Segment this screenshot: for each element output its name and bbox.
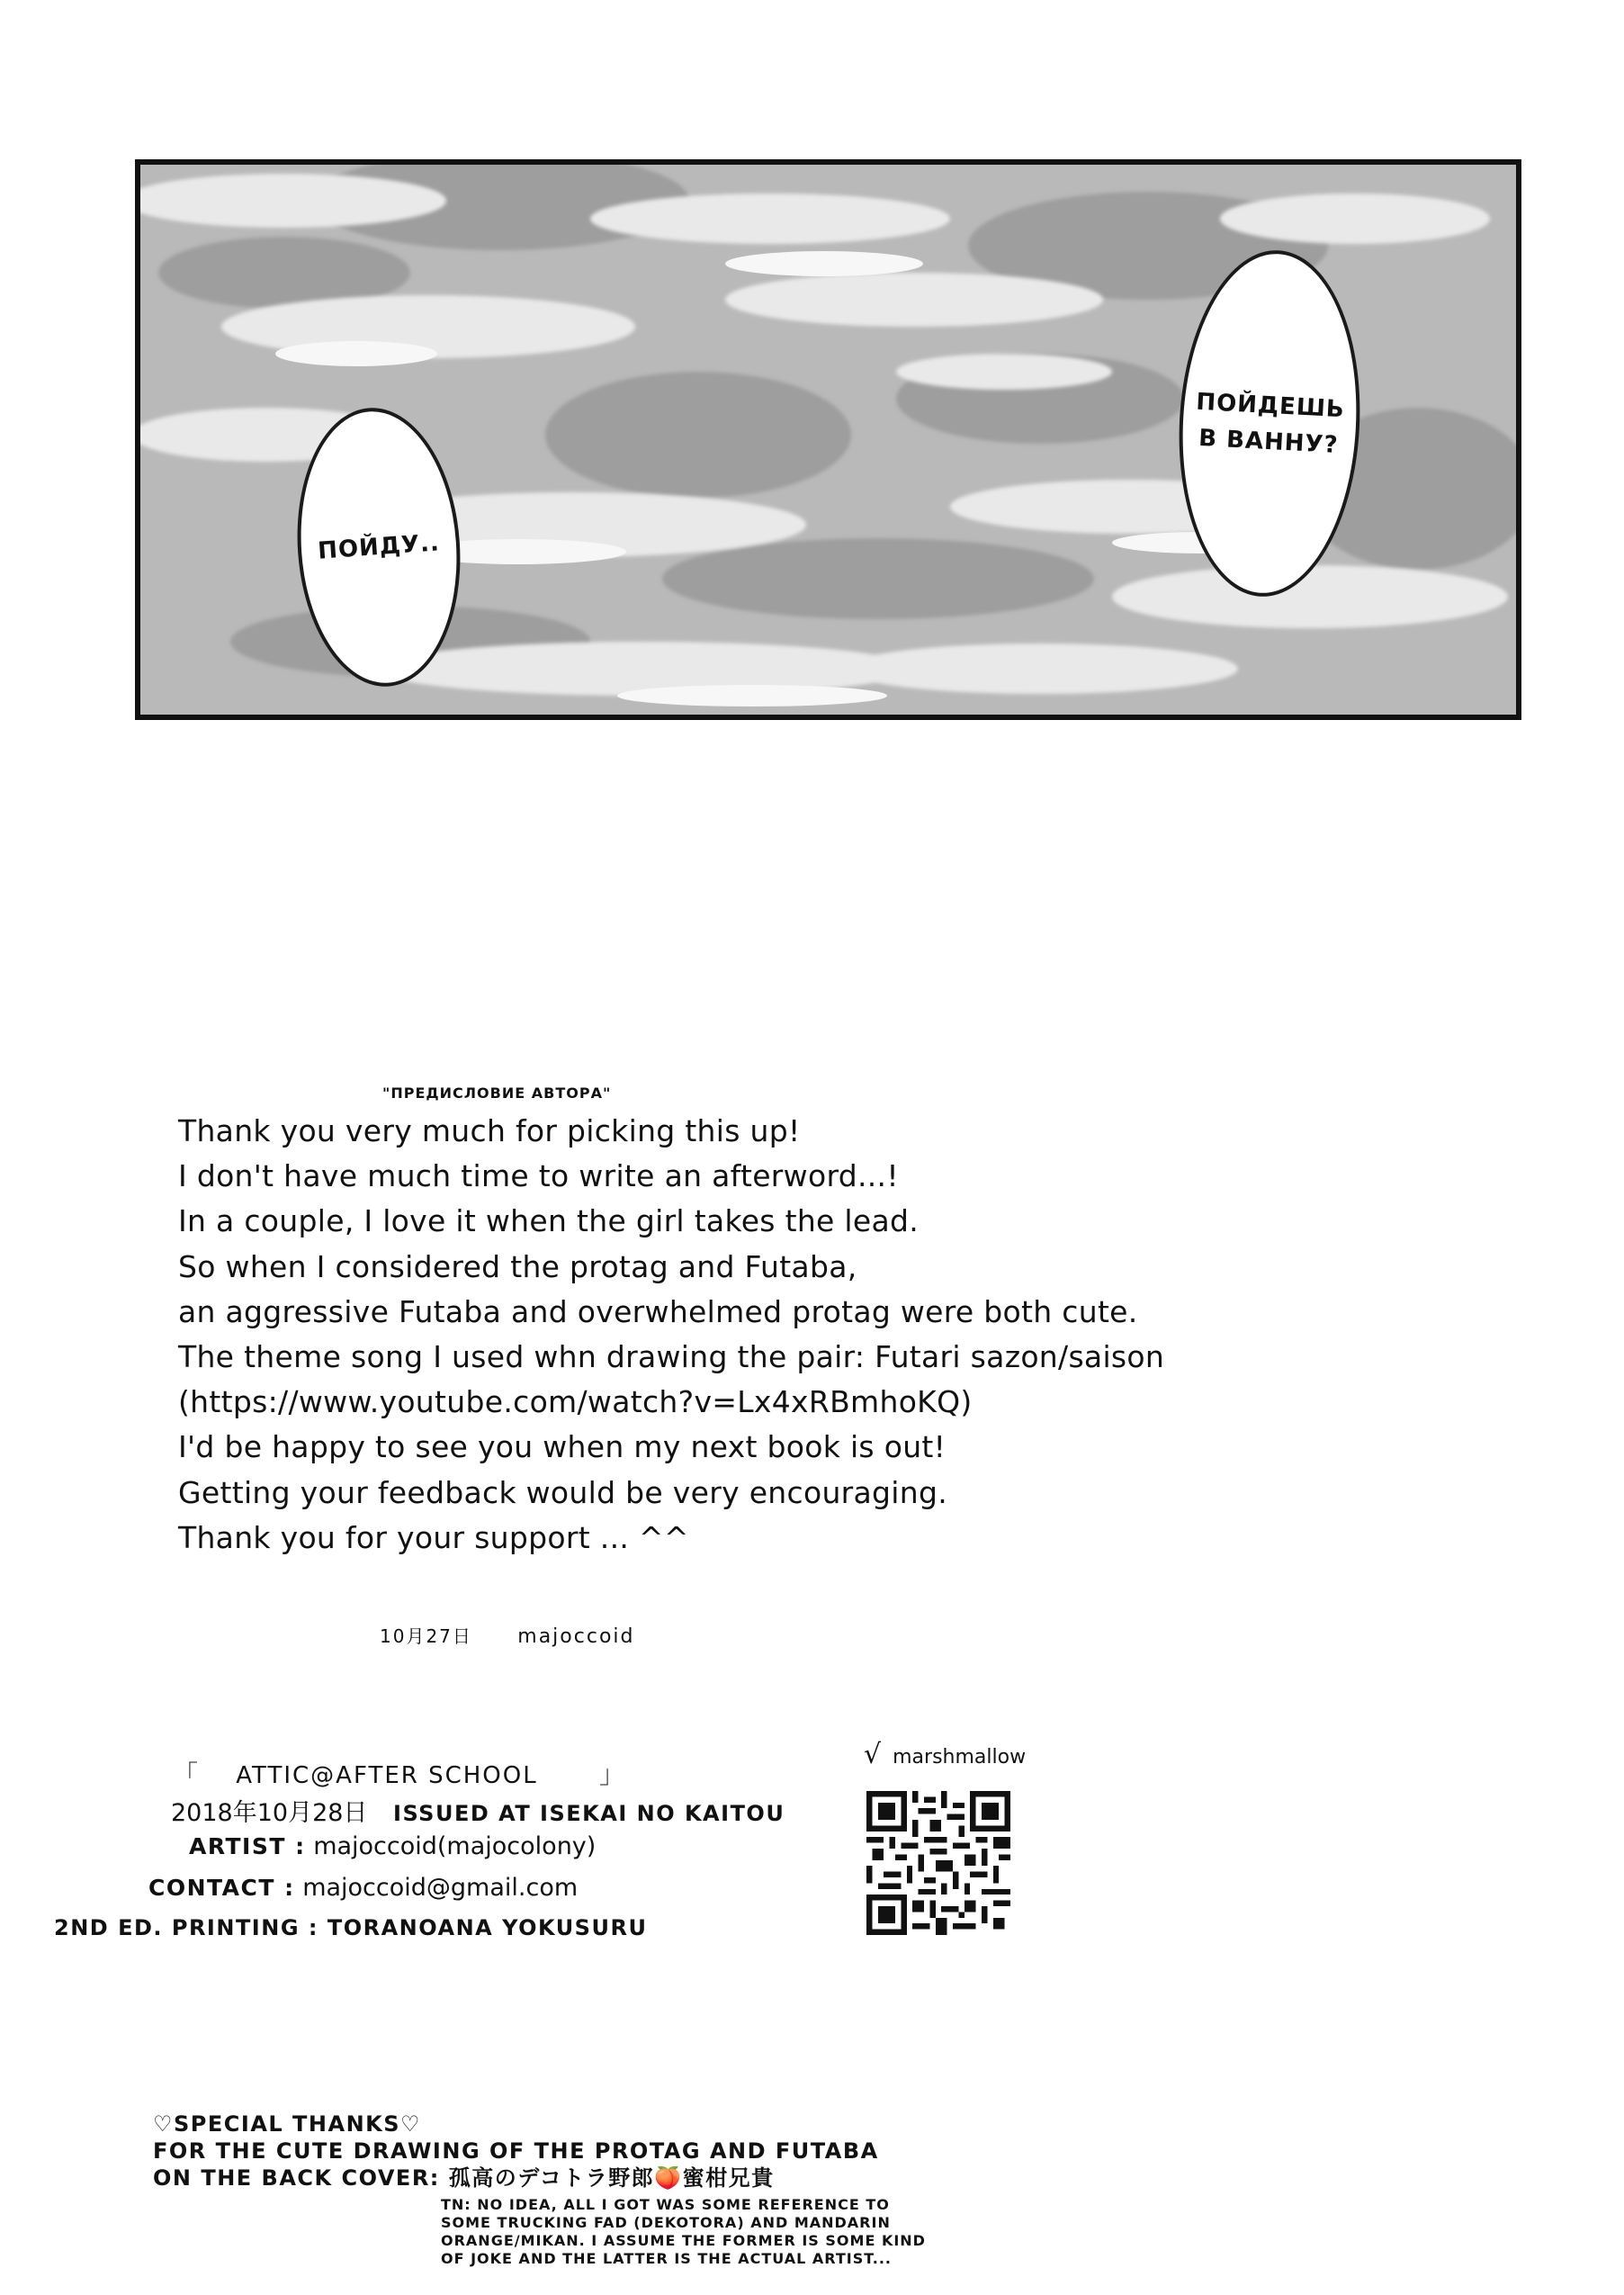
special-thanks-line: FOR THE CUTE DRAWING OF THE PROTAG AND FUTABA bbox=[153, 2138, 879, 2164]
afterword-line: So when I considered the protag and Futaba, bbox=[178, 1248, 857, 1284]
contact-row bbox=[148, 1874, 578, 1902]
marshmallow-label-row bbox=[864, 1739, 1026, 1770]
speech-bubble-left-text: ПОЙДУ.. bbox=[317, 529, 441, 565]
printing-row: 2ND ED. PRINTING : TORANOANA YOKUSURU bbox=[54, 1915, 648, 1940]
translator-note-line: TN: NO IDEA, ALL I GOT WAS SOME REFERENCE TO bbox=[441, 2196, 890, 2213]
translator-note-line: SOME TRUCKING FAD (DEKOTORA) AND MANDARIN bbox=[441, 2214, 891, 2231]
special-thanks bbox=[153, 2110, 879, 2192]
speech-bubble-right-text: ПОЙДЕШЬ В ВАННУ? bbox=[1195, 388, 1346, 459]
title-bracket-open: 「 bbox=[173, 1760, 201, 1789]
special-thanks-line: ON THE BACK COVER: 孤高のデコトラ野郎🍑蜜柑兄貴 bbox=[153, 2165, 775, 2191]
afterword-line: Thank you for your support ... ^^ bbox=[178, 1519, 689, 1555]
checkmark-arrow-icon: √ bbox=[864, 1739, 882, 1770]
signature-name: majoccoid bbox=[517, 1625, 635, 1648]
translator-note bbox=[441, 2196, 981, 2268]
title-bracket-close: 」 bbox=[599, 1760, 627, 1789]
translator-note-line: ORANGE/MIKAN. I ASSUME THE FORMER IS SOME KIND bbox=[441, 2232, 926, 2249]
afterword-line: The theme song I used whn drawing the pair: Futari sazon/saison bbox=[178, 1338, 1165, 1374]
book-title-row bbox=[173, 1755, 626, 1791]
issue-date: 2018年10月28日 bbox=[171, 1799, 368, 1827]
afterword-line: Thank you very much for picking this up! bbox=[178, 1113, 801, 1148]
signature bbox=[380, 1622, 634, 1648]
qr-code[interactable] bbox=[866, 1791, 1010, 1935]
special-thanks-heading: ♡SPECIAL THANKS♡ bbox=[153, 2111, 422, 2137]
afterword-line: an aggressive Futaba and overwhelmed protag were both cute. bbox=[178, 1293, 1138, 1329]
issued-at: ISSUED AT ISEKAI NO KAITOU bbox=[393, 1801, 785, 1826]
sky-panel bbox=[135, 159, 1521, 720]
contact-value: majoccoid@gmail.com bbox=[302, 1874, 579, 1902]
afterword-line: (https://www.youtube.com/watch?v=Lx4xRBmhoKQ) bbox=[178, 1384, 973, 1420]
afterword-line: I'd be happy to see you when my next book is out! bbox=[178, 1429, 947, 1465]
afterword-title: "ПРЕДИСЛОВИЕ АВТОРА" bbox=[382, 1084, 612, 1102]
issued-row bbox=[171, 1793, 785, 1828]
artist-value: majoccoid(majocolony) bbox=[313, 1832, 597, 1860]
artist-label: ARTIST : bbox=[189, 1833, 306, 1859]
marshmallow-label: marshmallow bbox=[893, 1746, 1027, 1768]
afterword-line: Getting your feedback would be very encouraging. bbox=[178, 1474, 948, 1510]
afterword-line: I don't have much time to write an afterword...! bbox=[178, 1158, 899, 1194]
book-title: ATTIC@AFTER SCHOOL bbox=[236, 1762, 538, 1789]
artist-row bbox=[189, 1832, 596, 1860]
afterword-text bbox=[178, 1109, 1438, 1561]
signature-date: 10月27日 bbox=[380, 1625, 472, 1647]
translator-note-line: OF JOKE AND THE LATTER IS THE ACTUAL ARTIST... bbox=[441, 2250, 892, 2267]
afterword-line: In a couple, I love it when the girl takes the lead. bbox=[178, 1203, 920, 1239]
contact-label: CONTACT : bbox=[148, 1875, 295, 1901]
